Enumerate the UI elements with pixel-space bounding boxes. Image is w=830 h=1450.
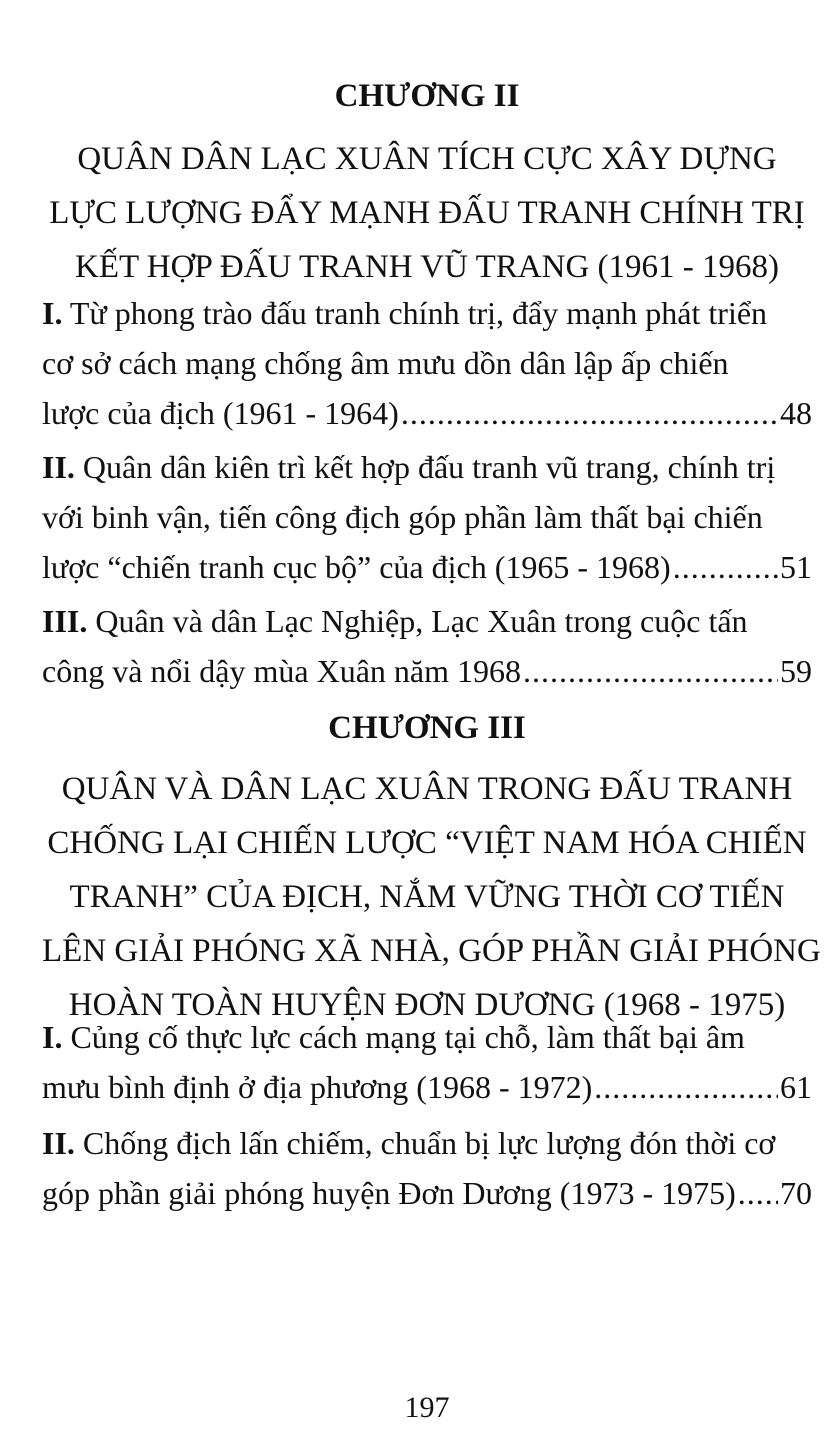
chapter-3-title-line: LÊN GIẢI PHÓNG XÃ NHÀ, GÓP PHẦN GIẢI PHÓNG <box>42 933 821 969</box>
toc-entry-number: II. <box>42 1125 75 1161</box>
toc-entry-line <box>42 596 812 646</box>
dot-leader <box>673 542 778 592</box>
dot-leader <box>401 388 778 438</box>
toc-entry-2-1[interactable] <box>42 288 812 438</box>
toc-page-number: 59 <box>780 653 812 689</box>
page-number-footer: 197 <box>404 1391 450 1424</box>
toc-entry-text: với binh vận, tiến công địch góp phần làm thất bại chiến <box>42 499 763 535</box>
toc-entry-number: II. <box>42 449 75 485</box>
toc-entry-last-line <box>42 1062 812 1112</box>
chapter-3-title-line: TRANH” CỦA ĐỊCH, NẮM VỮNG THỜI CƠ TIẾN <box>69 879 785 915</box>
toc-entry-3-2[interactable] <box>42 1118 812 1218</box>
toc-entry-line <box>42 1012 812 1062</box>
toc-entry-last-line <box>42 1168 812 1218</box>
toc-entry-last-line <box>42 542 812 592</box>
toc-entry-3-1[interactable] <box>42 1012 812 1112</box>
toc-page-number: 48 <box>780 395 812 431</box>
toc-entry-line <box>42 442 812 492</box>
toc-entry-2-3[interactable] <box>42 596 812 696</box>
toc-entry-2-2[interactable] <box>42 442 812 592</box>
chapter-2-title-line: LỰC LƯỢNG ĐẨY MẠNH ĐẤU TRANH CHÍNH TRỊ <box>49 195 805 231</box>
toc-entry-text: Từ phong trào đấu tranh chính trị, đẩy mạnh phát triển <box>69 295 768 331</box>
toc-entry-number: I. <box>42 295 63 331</box>
toc-entry-last-line <box>42 646 812 696</box>
dot-leader <box>738 1168 778 1218</box>
toc-entry-text: mưu bình định ở địa phương (1968 - 1972) <box>42 1069 593 1105</box>
chapter-3-title-line: QUÂN VÀ DÂN LẠC XUÂN TRONG ĐẤU TRANH <box>61 771 793 807</box>
toc-entry-line <box>42 288 812 338</box>
toc-entry-text: Quân và dân Lạc Nghiệp, Lạc Xuân trong cuộc tấn <box>95 603 748 639</box>
toc-entry-text: cơ sở cách mạng chống âm mưu dồn dân lập ấp chiến <box>42 345 729 381</box>
toc-entry-text: công và nổi dậy mùa Xuân năm 1968 <box>42 653 521 689</box>
dot-leader <box>594 1062 778 1112</box>
toc-entry-line <box>42 1118 812 1168</box>
chapter-3-title-line: CHỐNG LẠI CHIẾN LƯỢC “VIỆT NAM HÓA CHIẾN <box>47 825 807 861</box>
toc-page-number: 70 <box>780 1175 812 1211</box>
toc-page-number: 51 <box>780 549 812 585</box>
chapter-2-label: CHƯƠNG II <box>334 78 520 114</box>
toc-entry-text: góp phần giải phóng huyện Đơn Dương (1973 - 1975) <box>42 1175 736 1211</box>
chapter-2-title-line: KẾT HỢP ĐẤU TRANH VŨ TRANG (1961 - 1968) <box>74 249 779 285</box>
toc-entry-text: Quân dân kiên trì kết hợp đấu tranh vũ trang, chính trị <box>82 449 776 485</box>
toc-entry-text: Chống địch lấn chiếm, chuẩn bị lực lượng đón thời cơ <box>82 1125 776 1161</box>
chapter-2-title <box>42 132 812 294</box>
chapter-3-title-line: HOÀN TOÀN HUYỆN ĐƠN DƯƠNG (1968 - 1975) <box>68 987 786 1023</box>
dot-leader <box>523 646 778 696</box>
toc-entry-number: III. <box>42 603 88 639</box>
toc-entry-number: I. <box>42 1019 63 1055</box>
chapter-3-label: CHƯƠNG III <box>328 710 526 746</box>
toc-page-number: 61 <box>780 1069 812 1105</box>
toc-entry-text: Củng cố thực lực cách mạng tại chỗ, làm thất bại âm <box>70 1019 745 1055</box>
toc-entry-last-line <box>42 388 812 438</box>
toc-page <box>42 0 821 1450</box>
toc-entry-text: lược của địch (1961 - 1964) <box>42 395 399 431</box>
chapter-3-title <box>42 762 821 1032</box>
chapter-2-title-line: QUÂN DÂN LẠC XUÂN TÍCH CỰC XÂY DỰNG <box>77 141 777 177</box>
toc-entry-text: lược “chiến tranh cục bộ” của địch (1965 - 1968) <box>42 549 671 585</box>
